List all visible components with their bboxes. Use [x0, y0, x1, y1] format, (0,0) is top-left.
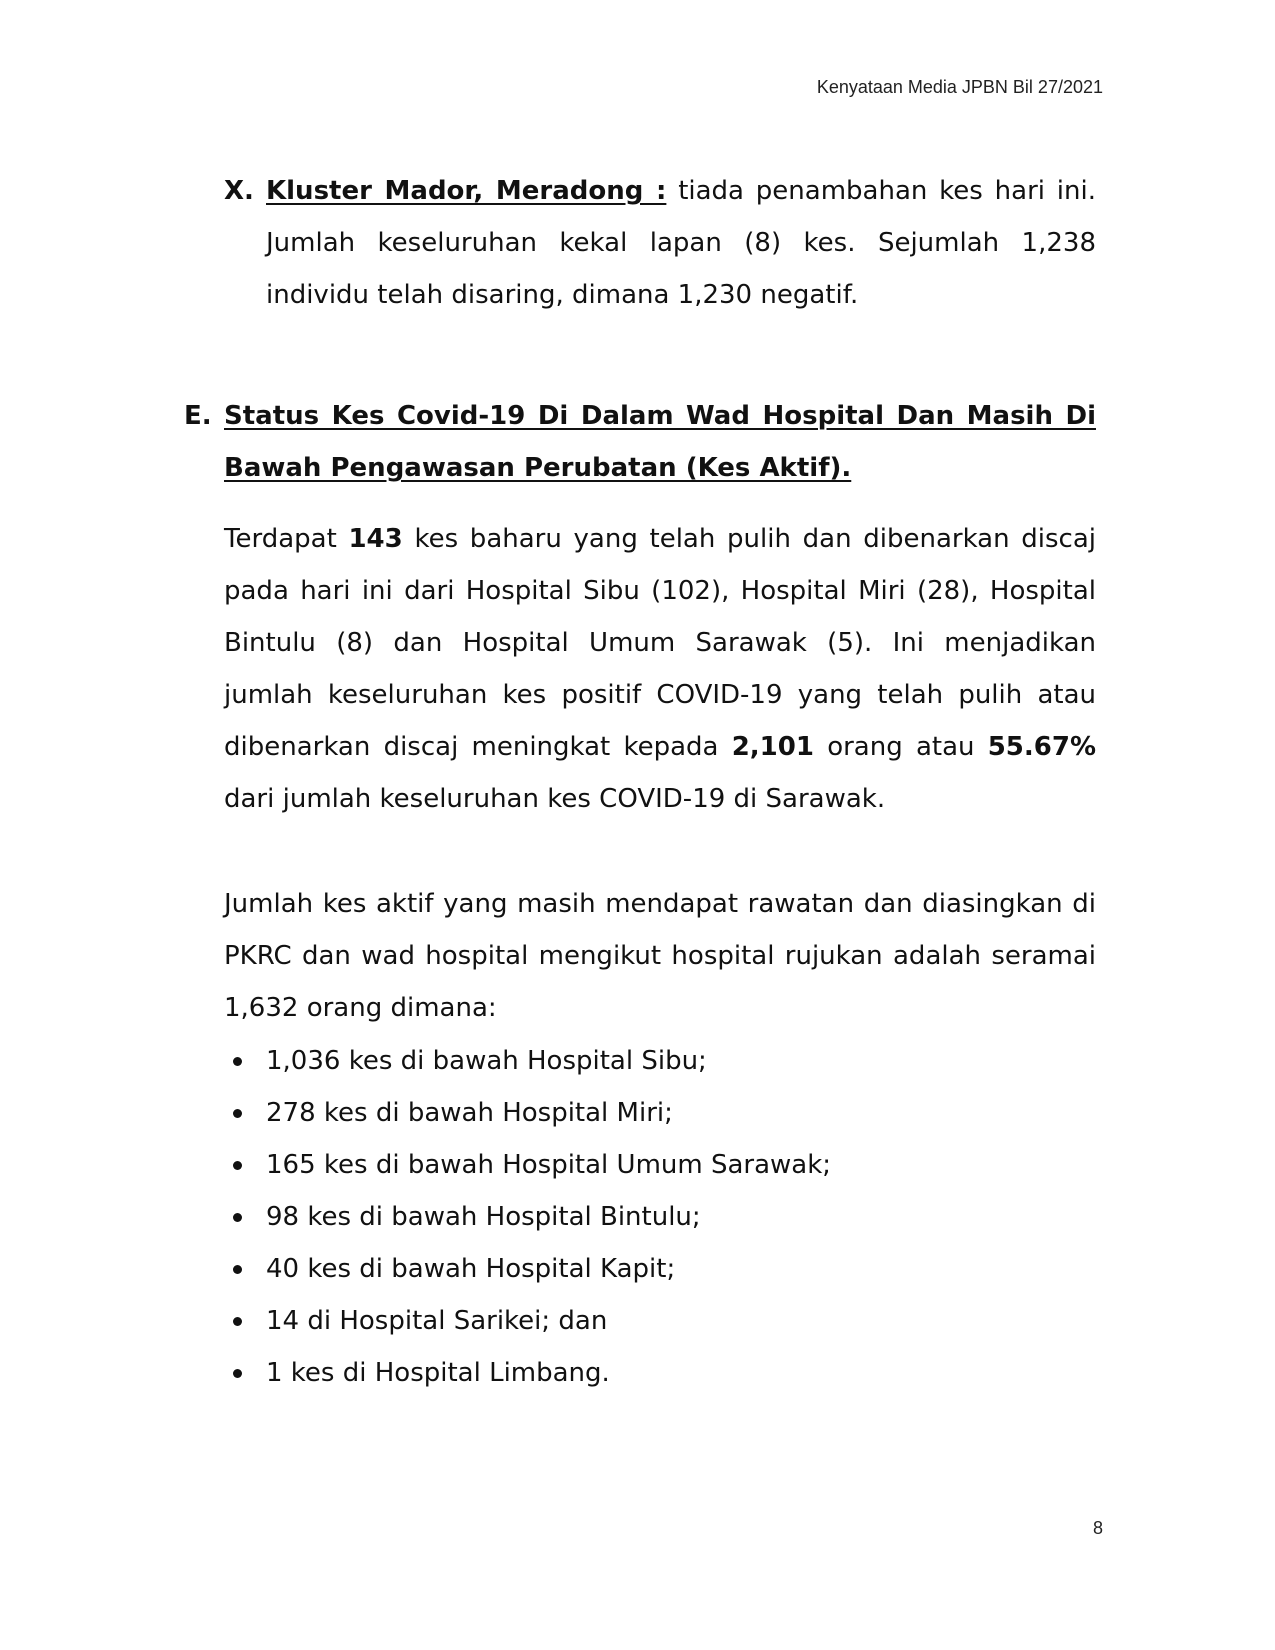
bullet-icon: [233, 1317, 242, 1326]
bullet-icon: [233, 1213, 242, 1222]
list-item: [224, 1295, 831, 1347]
list-item-text: 14 di Hospital Sarikei; dan: [266, 1306, 608, 1336]
section-x-text: tiada penambahan kes hari ini. Jumlah keseluruhan kekal lapan (8) kes. Sejumlah 1,238 individu telah disaring, dimana 1,230 negatif.: [266, 176, 1096, 310]
list-item-text: 165 kes di bawah Hospital Umum Sarawak;: [266, 1150, 832, 1180]
list-item-text: 1,036 kes di bawah Hospital Sibu;: [266, 1046, 707, 1076]
total-recovered-count: 2,101: [731, 732, 814, 762]
section-e-heading-text: Status Kes Covid-19 Di Dalam Wad Hospital Dan Masih Di Bawah Pengawasan Perubatan (Kes Aktif).: [224, 401, 1096, 483]
para1-text-2: kes baharu yang telah pulih dan dibenarkan discaj pada hari ini dari Hospital Sibu (102), Hospital Miri (28), Hospital Bintulu (8) dan Hospital Umum Sarawak (5). Ini menjadikan jumlah keseluruhan kes positif COVID-19 yang telah pulih atau dibenarkan discaj meningkat kepada: [224, 524, 1096, 762]
bullet-icon: [233, 1161, 242, 1170]
para1-text-4: dari jumlah keseluruhan kes COVID-19 di Sarawak.: [224, 784, 886, 814]
para1-text-1: Terdapat: [224, 524, 349, 554]
section-e-marker: E.: [184, 401, 212, 431]
bullet-icon: [233, 1109, 242, 1118]
recovery-percentage: 55.67%: [987, 732, 1097, 762]
list-item: [224, 1243, 831, 1295]
list-item-text: 40 kes di bawah Hospital Kapit;: [266, 1254, 676, 1284]
new-recovered-count: 143: [348, 524, 403, 554]
para1-text-3: orang atau: [813, 732, 988, 762]
list-item: [224, 1139, 831, 1191]
bullet-icon: [233, 1369, 242, 1378]
list-item-text: 1 kes di Hospital Limbang.: [266, 1358, 610, 1388]
list-item-text: 278 kes di bawah Hospital Miri;: [266, 1098, 673, 1128]
list-item: [224, 1347, 831, 1399]
bullet-icon: [233, 1265, 242, 1274]
section-x-title: Kluster Mador, Meradong :: [266, 176, 667, 206]
section-e-paragraph-active: Jumlah kes aktif yang masih mendapat rawatan dan diasingkan di PKRC dan wad hospital mengikut hospital rujukan adalah seramai 1,632 orang dimana:: [224, 889, 1096, 1023]
list-item: [224, 1087, 831, 1139]
bullet-icon: [233, 1057, 242, 1066]
section-x-marker: X.: [224, 176, 254, 206]
page-number: 8: [1092, 1518, 1103, 1538]
section-e-paragraph-recovered: [224, 513, 1096, 825]
list-item-text: 98 kes di bawah Hospital Bintulu;: [266, 1202, 701, 1232]
document-header: Kenyataan Media JPBN Bil 27/2021: [816, 77, 1103, 97]
section-e-heading: [224, 390, 1096, 494]
list-item: [224, 1191, 831, 1243]
active-cases-list: [224, 1035, 831, 1399]
list-item: [224, 1035, 831, 1087]
section-x-paragraph: [266, 165, 1096, 321]
